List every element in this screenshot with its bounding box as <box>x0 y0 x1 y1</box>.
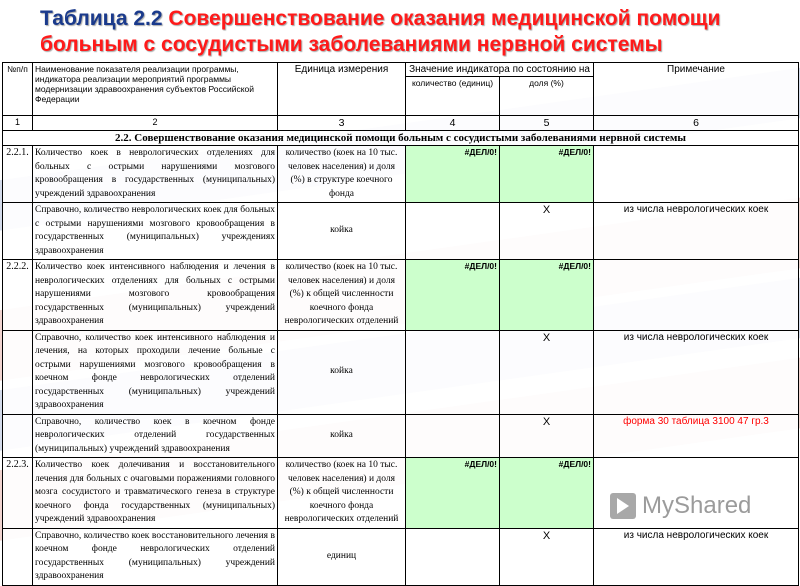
header-note: Примечание <box>594 63 799 116</box>
row-description: Справочно, количество неврологических коек для больных с острыми нарушениями мозгового кровообращения в государственных (муниципальных) учреждениях здравоохранения <box>33 203 278 260</box>
myshared-logo <box>610 492 751 520</box>
header-unit: Единица измерения <box>278 63 406 116</box>
row-description: Справочно, количество коек интенсивного наблюдения и лечения, на которых проходили лечение больные с острыми нарушениями мозгового кровообращения в коечном фонде неврологических отделений государственных (муниципальных) учреждений здравоохранения <box>33 330 278 414</box>
title-text: Совершенствование оказания медицинской помощи больным с сосудистыми заболеваниями нервной системы <box>40 7 721 56</box>
row-unit: койка <box>278 330 406 414</box>
table-number: Таблица 2.2 <box>40 7 163 30</box>
row-share-value: X <box>500 414 594 458</box>
row-description: Количество коек долечивания и восстановительного лечения для больных с очаговыми поражениями головного мозга сосудистого и травматического генеза в структуре коечного фонда государственных (муниципальных) учреждений здравоохранения <box>33 458 278 529</box>
row-code <box>3 203 33 260</box>
row-note: из числа неврологических коек <box>594 203 799 260</box>
row-note: из числа неврологических коек <box>594 330 799 414</box>
row-unit: количество (коек на 10 тыс. человек населения) и доля (%) к общей численности коечного фонда неврологических отделений <box>278 458 406 529</box>
row-count-value[interactable]: #ДЕЛ/0! <box>406 146 500 203</box>
header-share: доля (%) <box>500 77 594 116</box>
row-unit: койка <box>278 414 406 458</box>
row-note: форма 30 таблица 3100 47 гр.3 <box>594 414 799 458</box>
row-count-value[interactable] <box>406 330 500 414</box>
table-row <box>3 414 799 458</box>
row-description: Справочно, количество коек восстановительного лечения в коечном фонде неврологических отделений государственных (муниципальных) учреждений здравоохранения <box>33 528 278 585</box>
row-share-value: X <box>500 528 594 585</box>
row-description: Количество коек интенсивного наблюдения и лечения в неврологических отделениях для больных с острыми нарушениями мозгового кровообращения государственных (муниципальных) учреждений здравоохранения <box>33 260 278 331</box>
row-unit: единиц <box>278 528 406 585</box>
row-code <box>3 528 33 585</box>
row-note <box>594 260 799 331</box>
row-code <box>3 330 33 414</box>
logo-text: MyShared <box>642 492 752 519</box>
row-description: Количество коек в неврологических отделениях для больных с острыми нарушениями мозгового кровообращения в государственных (муниципальных) учреждений здравоохранения <box>33 146 278 203</box>
table-row <box>3 203 799 260</box>
play-icon <box>610 493 636 519</box>
section-title: 2.2. Совершенствование оказания медицинской помощи больным с сосудистыми заболеваниями нервной системы <box>3 131 799 146</box>
header-count: количество (единиц) <box>406 77 500 116</box>
table-row <box>3 330 799 414</box>
row-count-value[interactable] <box>406 414 500 458</box>
row-note: из числа неврологических коек <box>594 528 799 585</box>
row-share-value[interactable]: #ДЕЛ/0! <box>500 458 594 529</box>
row-code: 2.2.1. <box>3 146 33 203</box>
header-name: Наименование показателя реализации программы, индикатора реализации мероприятий программы модернизации здравоохранения субъектов Российской Федерации <box>33 63 278 116</box>
row-count-value[interactable] <box>406 203 500 260</box>
row-share-value[interactable]: #ДЕЛ/0! <box>500 260 594 331</box>
row-share-value: X <box>500 330 594 414</box>
row-code <box>3 414 33 458</box>
header-value-group: Значение индикатора по состоянию на <box>406 63 594 77</box>
col-number: 4 <box>406 116 500 131</box>
row-code: 2.2.3. <box>3 458 33 529</box>
row-count-value[interactable] <box>406 528 500 585</box>
col-number: 1 <box>3 116 33 131</box>
row-count-value[interactable]: #ДЕЛ/0! <box>406 260 500 331</box>
table-row <box>3 260 799 331</box>
col-number: 3 <box>278 116 406 131</box>
col-number: 6 <box>594 116 799 131</box>
col-number: 5 <box>500 116 594 131</box>
row-share-value[interactable]: #ДЕЛ/0! <box>500 146 594 203</box>
row-unit: количество (коек на 10 тыс. человек населения) и доля (%) в структуре коечного фонда <box>278 146 406 203</box>
header-num: №п/п <box>3 63 33 116</box>
table-row <box>3 146 799 203</box>
row-note <box>594 146 799 203</box>
row-code: 2.2.2. <box>3 260 33 331</box>
row-unit: койка <box>278 203 406 260</box>
row-unit: количество (коек на 10 тыс. человек населения) и доля (%) к общей численности коечного фонда неврологических отделений <box>278 260 406 331</box>
row-share-value: X <box>500 203 594 260</box>
col-number: 2 <box>33 116 278 131</box>
slide-title <box>40 6 790 58</box>
row-description: Справочно, количество коек в коечном фонде неврологических отделений государственных (муниципальных) учреждений здравоохранения <box>33 414 278 458</box>
table-row <box>3 528 799 585</box>
row-count-value[interactable]: #ДЕЛ/0! <box>406 458 500 529</box>
